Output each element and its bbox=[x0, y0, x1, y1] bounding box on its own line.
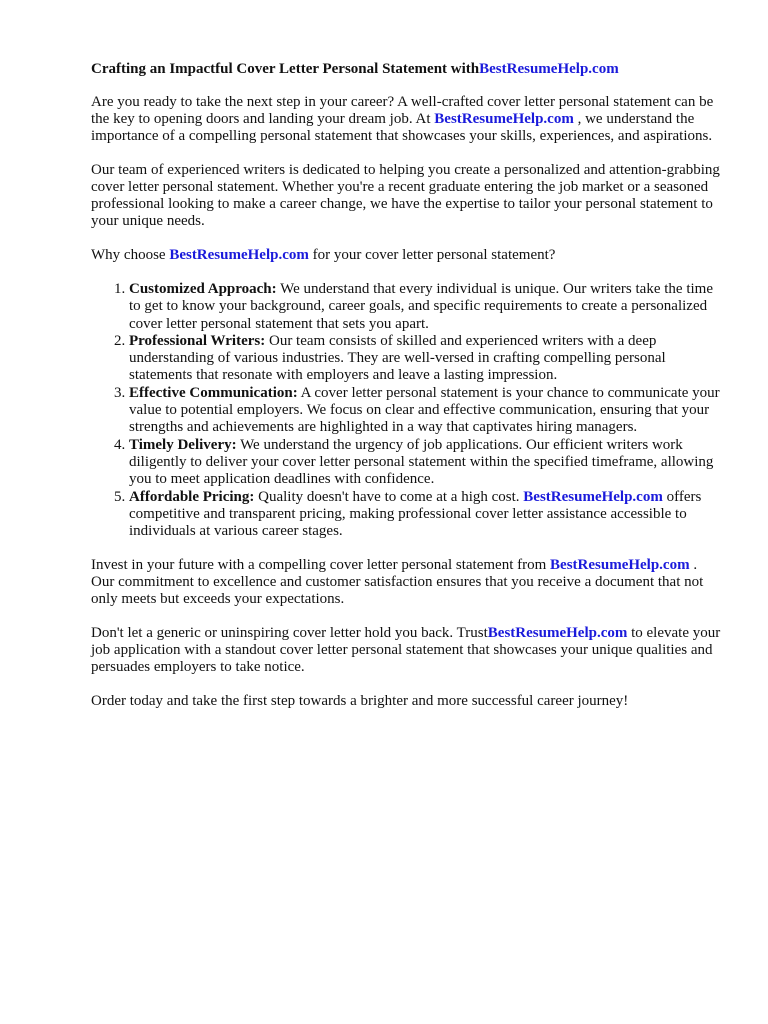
trust-paragraph bbox=[91, 625, 721, 676]
intro-text-a: Are you ready to take the next step in your career? A well-crafted cover letter personal statement can be the key to opening doors and landing your dream job. At bbox=[91, 94, 714, 127]
pricing-link[interactable]: BestResumeHelp.com bbox=[523, 488, 663, 505]
list-item-text-a: Quality doesn't have to come at a high cost. bbox=[254, 488, 524, 505]
invest-link[interactable]: BestResumeHelp.com bbox=[550, 557, 690, 574]
list-item bbox=[129, 489, 721, 541]
document-page bbox=[91, 58, 721, 727]
list-item bbox=[129, 333, 721, 385]
intro-text-b: , we understand the importance of a compelling personal statement that showcases your skills, experiences, and aspirations. bbox=[91, 111, 713, 144]
invest-text-a: Invest in your future with a compelling cover letter personal statement from bbox=[91, 557, 551, 574]
list-item-text-b: offers competitive and transparent pricing, making professional cover letter assistance accessible to individuals at various career stages. bbox=[129, 488, 702, 540]
why-choose-paragraph bbox=[91, 247, 721, 264]
title-link[interactable]: BestResumeHelp.com bbox=[479, 61, 619, 77]
list-item-text: A cover letter personal statement is your chance to communicate your value to potential employers. We focus on clear and effective communication, ensuring that your strengths and achievements are highlighted in a way that captivates hiring managers. bbox=[129, 384, 720, 436]
invest-paragraph bbox=[91, 557, 721, 608]
team-paragraph: Our team of experienced writers is dedicated to helping you create a personalized and attention-grabbing cover letter personal statement. Whether you're a recent graduate entering the job market or a seasoned professional looking to make a career change, we have the expertise to tailor your personal statement to your unique needs. bbox=[91, 162, 720, 229]
list-item bbox=[129, 281, 721, 333]
invest-text-b: . Our commitment to excellence and customer satisfaction ensures that you receive a document that not only meets but exceeds your expectations. bbox=[91, 557, 704, 608]
list-item-heading: Customized Approach: bbox=[129, 281, 277, 297]
why-link[interactable]: BestResumeHelp.com bbox=[169, 247, 309, 263]
why-text-b: for your cover letter personal statement? bbox=[308, 247, 556, 263]
closing-paragraph: Order today and take the first step towards a brighter and more successful career journey! bbox=[91, 693, 629, 710]
list-item-heading: Professional Writers: bbox=[129, 332, 266, 349]
list-item-heading: Timely Delivery: bbox=[129, 436, 237, 453]
benefits-list bbox=[91, 281, 721, 540]
list-item-heading: Effective Communication: bbox=[129, 384, 298, 401]
trust-text-b: to elevate your job application with a standout cover letter personal statement that showcases your unique qualities and persuades employers to take notice. bbox=[91, 625, 721, 676]
title-text: Crafting an Impactful Cover Letter Personal Statement with bbox=[91, 61, 480, 77]
list-item bbox=[129, 437, 721, 489]
document-title bbox=[91, 58, 721, 80]
intro-link[interactable]: BestResumeHelp.com bbox=[434, 111, 574, 127]
why-text-a: Why choose bbox=[91, 247, 170, 263]
list-item-text: We understand that every individual is unique. Our writers take the time to get to know your background, career goals, and specific requirements to create a personalized cover letter personal statement that sets you apart. bbox=[129, 281, 713, 332]
list-item-text: We understand the urgency of job applications. Our efficient writers work diligently to deliver your cover letter personal statement within the specified timeframe, allowing you to meet application deadlines with confidence. bbox=[129, 436, 714, 488]
intro-paragraph bbox=[91, 94, 721, 145]
list-item-text: Our team consists of skilled and experienced writers with a deep understanding of various industries. They are well-versed in crafting compelling personal statements that resonate with employers and leave a lasting impression. bbox=[129, 332, 666, 384]
list-item-heading: Affordable Pricing: bbox=[129, 488, 255, 505]
trust-link[interactable]: BestResumeHelp.com bbox=[487, 625, 628, 642]
trust-text-a: Don't let a generic or uninspiring cover letter hold you back. Trust bbox=[91, 625, 488, 642]
list-item bbox=[129, 385, 721, 437]
